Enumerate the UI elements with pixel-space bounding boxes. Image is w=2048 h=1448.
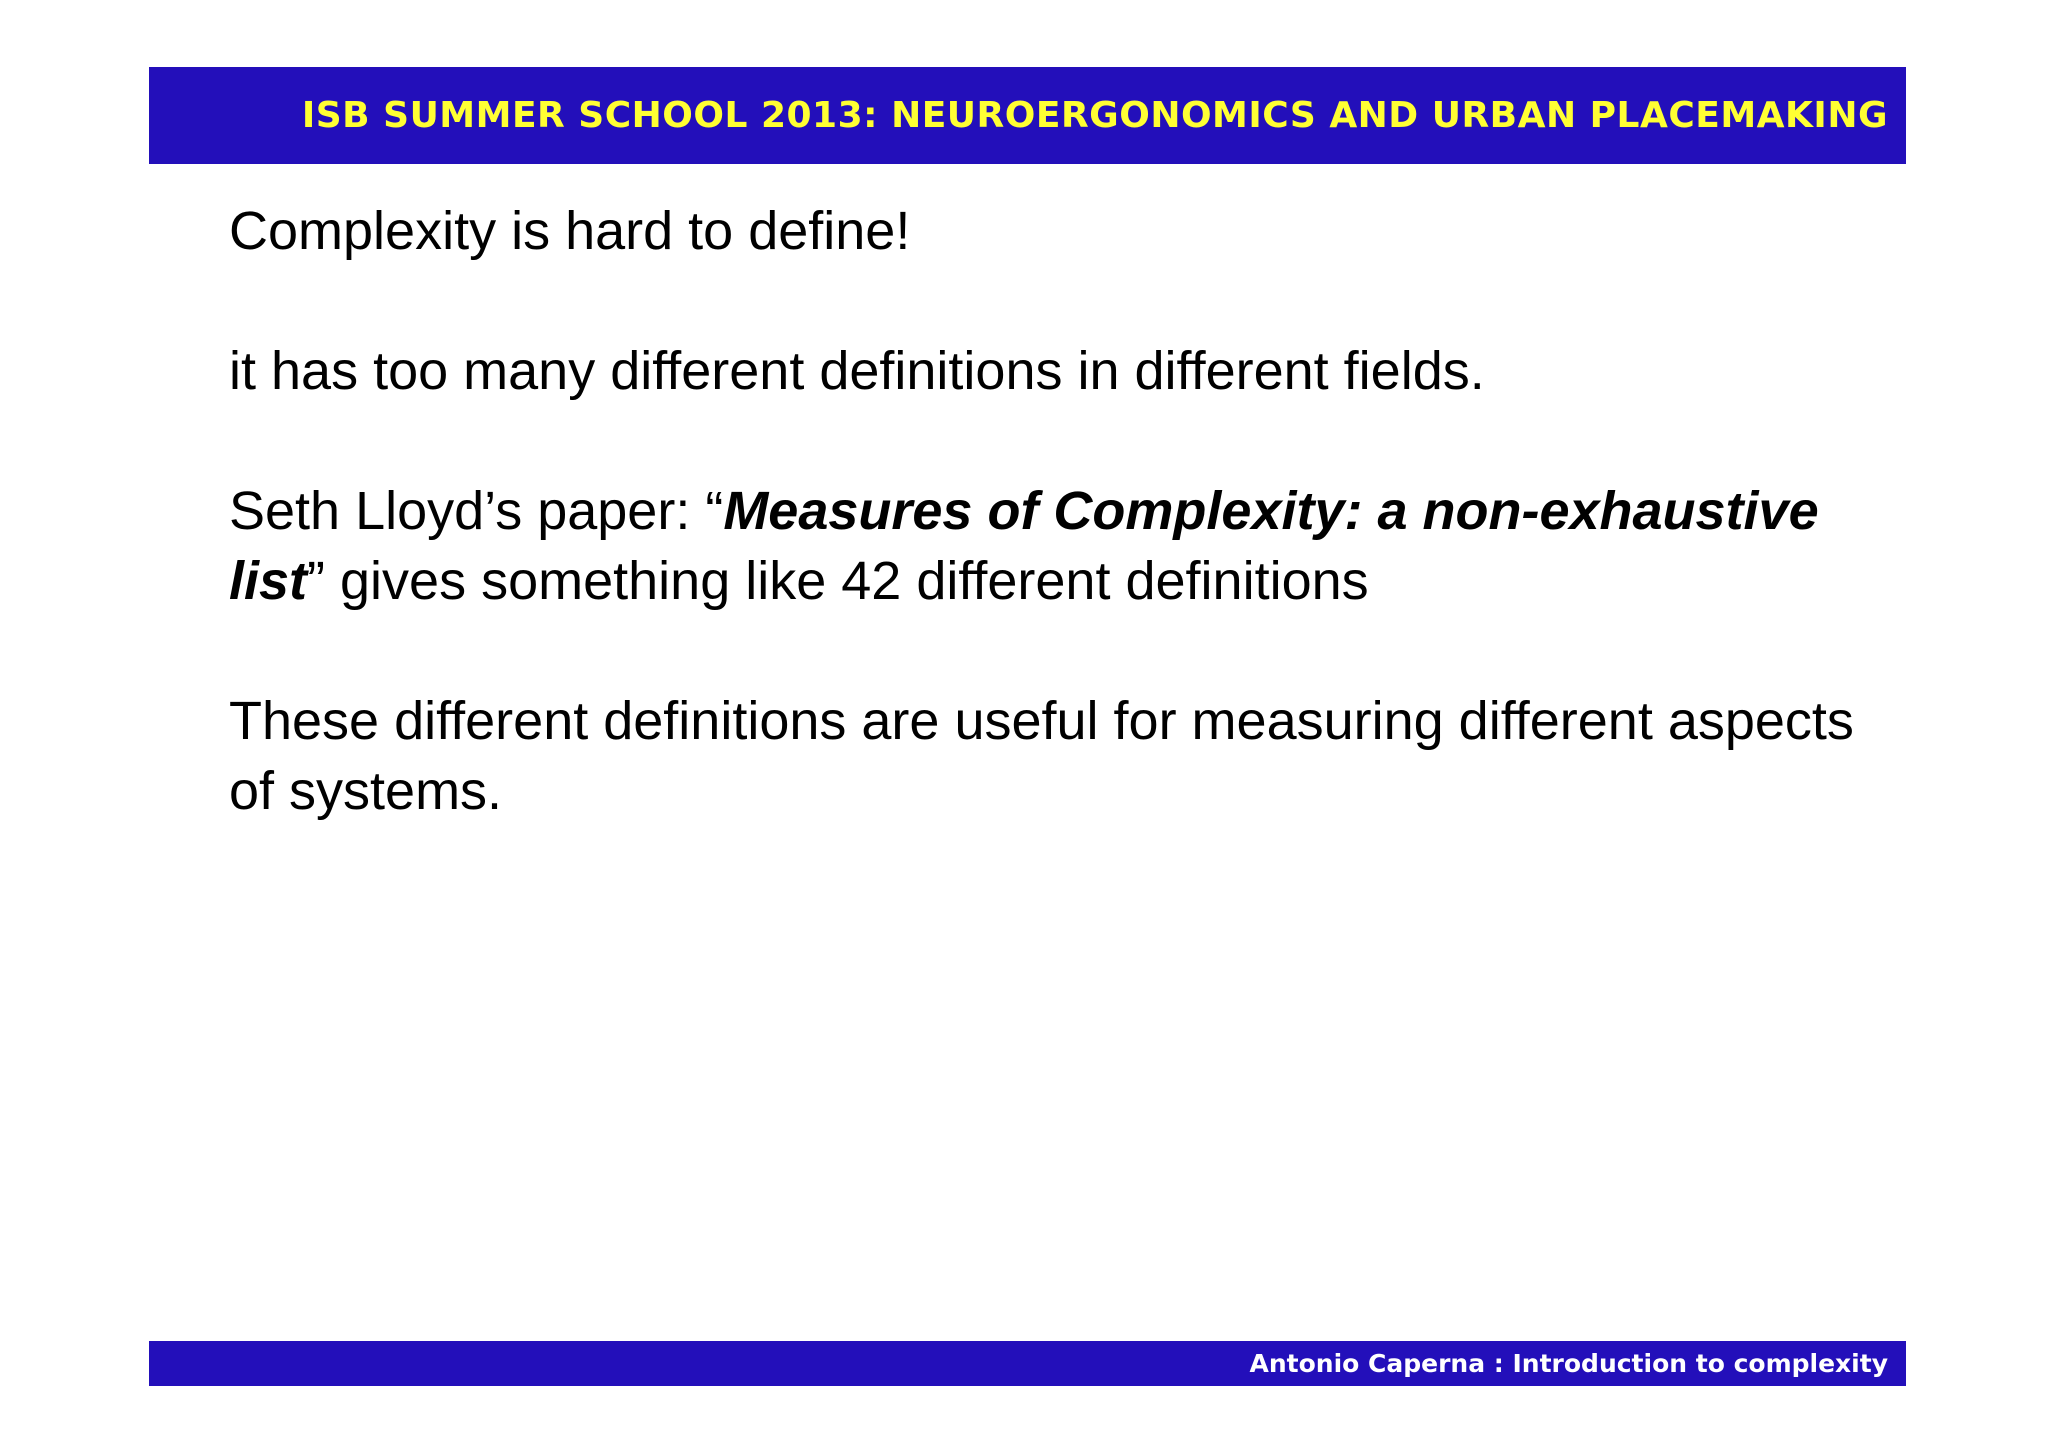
- paragraph-complexity-hard: Complexity is hard to define!: [229, 201, 911, 261]
- paragraph-seth-lloyd: [229, 476, 1869, 616]
- paper-title: Measures of Complexity: a non-exhaustive list: [229, 481, 1819, 611]
- paragraph-useful-definitions: These different definitions are useful for measuring different aspects of systems.: [229, 691, 1854, 821]
- footer-text: Antonio Caperna : Introduction to complexity: [1249, 1349, 1888, 1378]
- header-title: ISB SUMMER SCHOOL 2013: NEUROERGONOMICS AND URBAN PLACEMAKING: [301, 95, 1888, 136]
- header-bar: [149, 67, 1906, 164]
- paragraph-many-definitions: it has too many different definitions in different fields.: [229, 341, 1485, 401]
- seth-lloyd-suffix: ” gives something like 42 different definitions: [307, 551, 1369, 611]
- footer-bar: [149, 1341, 1906, 1386]
- seth-lloyd-prefix: Seth Lloyd’s paper: “: [229, 481, 724, 541]
- slide-content: [229, 196, 1869, 896]
